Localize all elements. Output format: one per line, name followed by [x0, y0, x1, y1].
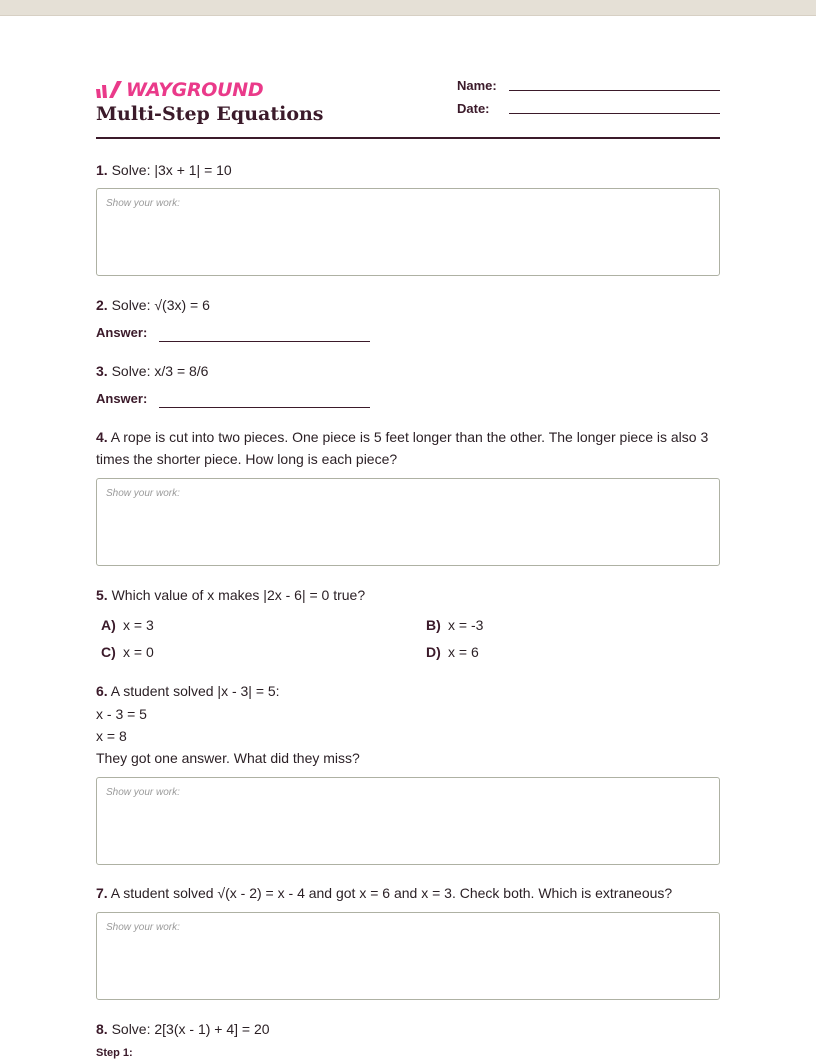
name-field[interactable] [509, 90, 720, 91]
question-7 [96, 882, 720, 904]
question-text: Solve: x/3 = 8/6 [107, 363, 209, 379]
work-placeholder: Show your work: [106, 488, 180, 499]
choice-letter: B) [426, 617, 441, 633]
choice-text: x = 3 [123, 617, 154, 633]
work-box-7[interactable] [96, 912, 720, 1000]
question-2 [96, 294, 720, 316]
name-label: Name: [457, 78, 497, 93]
question-text: A student solved |x - 3| = 5: [107, 683, 280, 699]
question-number: 4. [96, 429, 108, 445]
question-text: Solve: |3x + 1| = 10 [107, 162, 232, 178]
question-number: 6. [96, 683, 108, 699]
question-number: 3. [96, 363, 108, 379]
question-6-line-1: x - 3 = 5 [96, 706, 147, 722]
question-number: 5. [96, 587, 108, 603]
page-title: Multi-Step Equations [96, 103, 324, 125]
question-number: 8. [96, 1021, 108, 1037]
date-field[interactable] [509, 113, 720, 114]
question-text: A student solved √(x - 2) = x - 4 and got x = 6 and x = 3. Check both. Which is extraneous? [107, 885, 673, 901]
answer-label: Answer: [96, 391, 148, 406]
question-text: Solve: √(3x) = 6 [107, 297, 210, 313]
header-divider [96, 137, 720, 139]
choice-letter: C) [101, 644, 116, 660]
question-6-line-3: They got one answer. What did they miss? [96, 750, 360, 766]
choice-d[interactable] [426, 642, 479, 662]
choice-c[interactable] [101, 642, 154, 662]
choice-text: x = 6 [448, 644, 479, 660]
date-label: Date: [457, 101, 490, 116]
question-1 [96, 159, 720, 181]
work-placeholder: Show your work: [106, 922, 180, 933]
question-text: A rope is cut into two pieces. One piece is 5 feet longer than the other. The longer piece is also 3 times the shorter piece. How long is each piece? [96, 429, 709, 467]
choice-a[interactable] [101, 615, 154, 635]
question-number: 2. [96, 297, 108, 313]
choice-letter: D) [426, 644, 441, 660]
question-5 [96, 584, 720, 606]
step-label: Step 1: [96, 1047, 133, 1059]
answer-field-3[interactable] [159, 407, 370, 408]
work-box-4[interactable] [96, 478, 720, 566]
choice-letter: A) [101, 617, 116, 633]
question-4 [96, 426, 720, 470]
choice-text: x = -3 [448, 617, 484, 633]
question-3 [96, 360, 720, 382]
work-box-1[interactable] [96, 188, 720, 276]
answer-field-2[interactable] [159, 341, 370, 342]
wayground-logo-icon [96, 81, 122, 99]
work-placeholder: Show your work: [106, 787, 180, 798]
question-number: 1. [96, 162, 108, 178]
work-box-6[interactable] [96, 777, 720, 865]
question-text: Solve: 2[3(x - 1) + 4] = 20 [107, 1021, 270, 1037]
question-text: Which value of x makes |2x - 6| = 0 true? [107, 587, 366, 603]
question-number: 7. [96, 885, 108, 901]
question-8 [96, 1018, 720, 1040]
brand-logo [96, 79, 263, 101]
choice-b[interactable] [426, 615, 483, 635]
choice-text: x = 0 [123, 644, 154, 660]
answer-label: Answer: [96, 325, 148, 340]
work-placeholder: Show your work: [106, 198, 180, 209]
question-6 [96, 680, 720, 702]
question-6-line-2: x = 8 [96, 728, 127, 744]
brand-name: WAYGROUND [126, 79, 264, 101]
top-bar [0, 0, 816, 16]
